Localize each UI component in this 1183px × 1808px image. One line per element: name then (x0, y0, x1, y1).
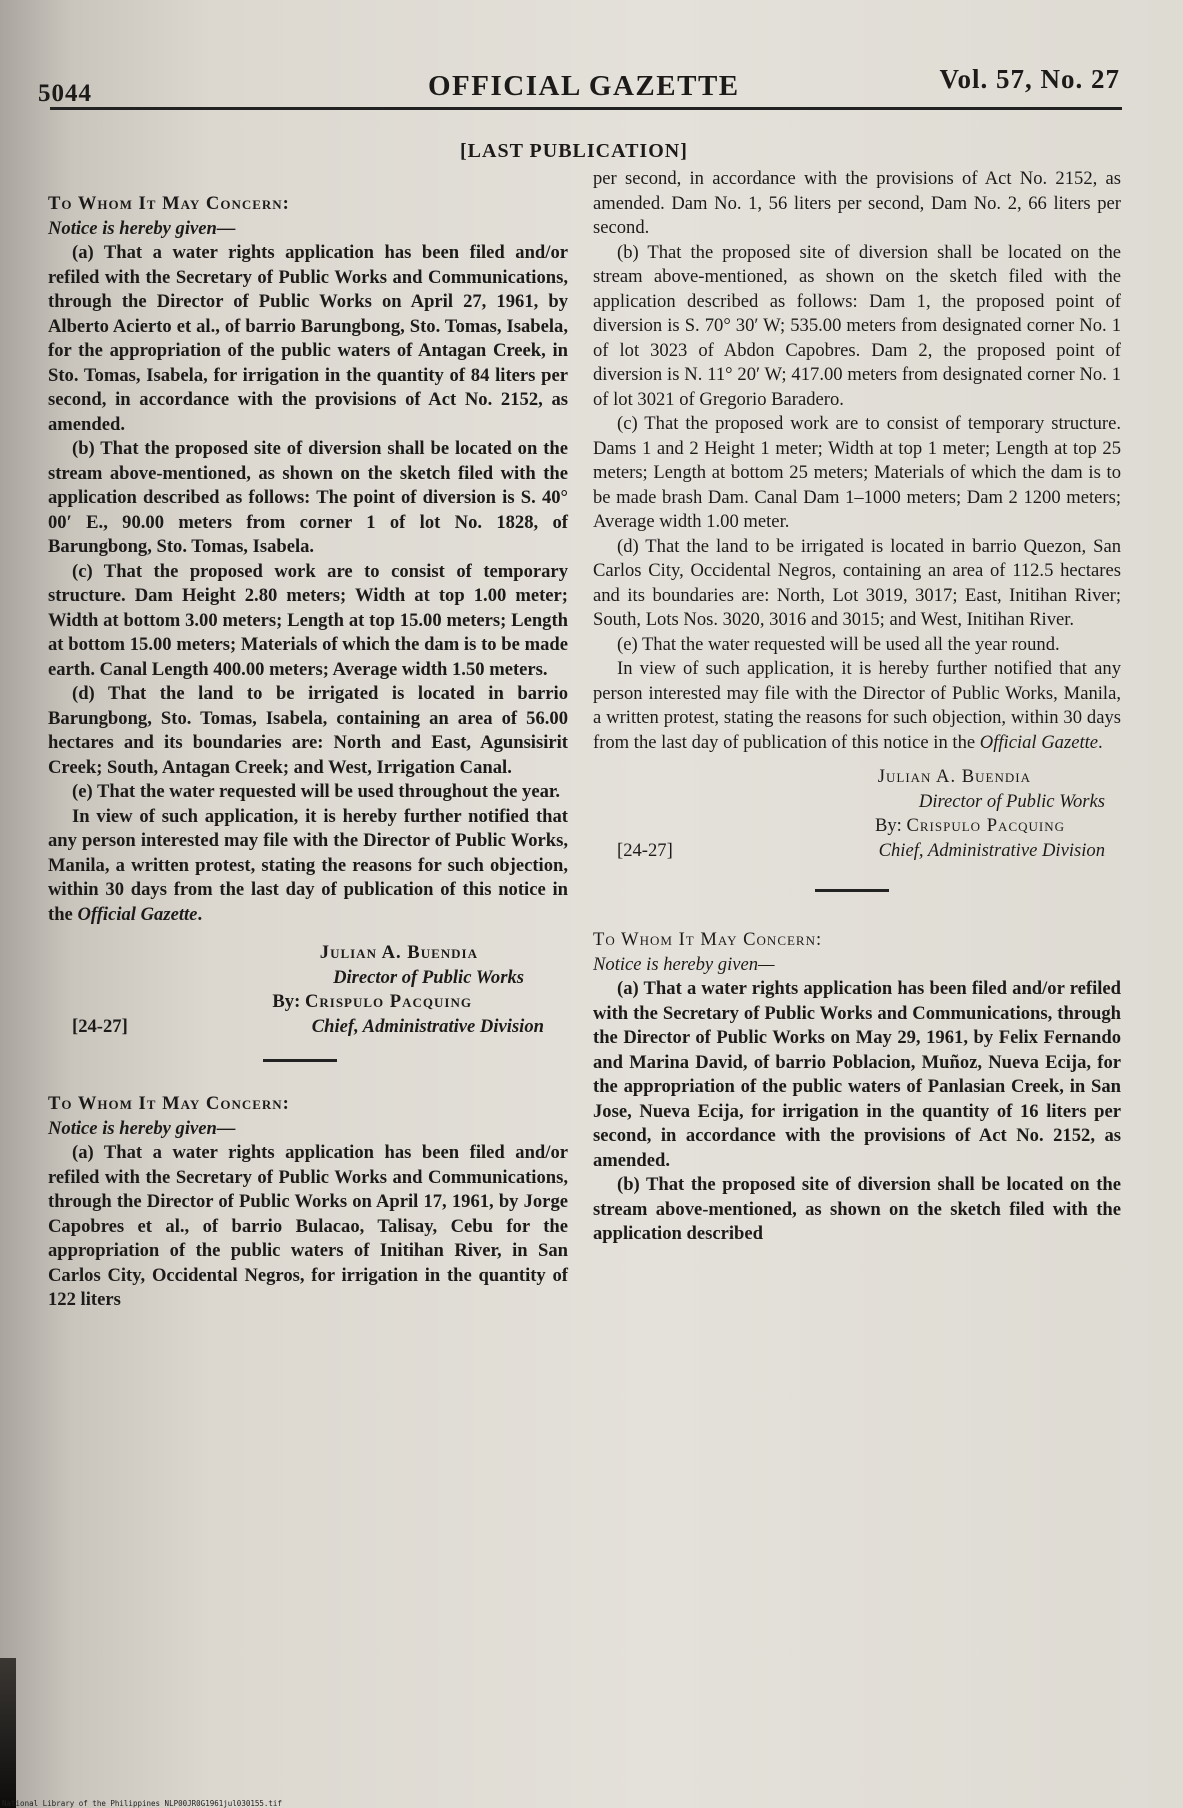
paragraph-c: (c) That the proposed work are to consist of temporary structure. Dam Height 2.80 meters; Width at top 1.00 meter; Width at bottom 3.00 meters; Length at top 15.00 meters; Length at bottom 15.00 meters; Materials of which the dam is to be made earth. Canal Length 400.00 meters; Average width 1.50 meters. (48, 560, 568, 680)
protest-text-2: In view of such application, it is hereby further notified that any person interested may file with the Director of Public Works, Manila, a written protest, stating the reasons for such objection, within 30 days from the last day of publication of this notice in the (593, 658, 1121, 753)
issue-numbers: [24-27] (72, 1015, 128, 1037)
paragraph-a: (a) That a water rights application has been filed and/or refiled with the Secretary of Public Works and Communications, through the Director of Public Works on April 27, 1961, by Alberto Acierto et al., of barrio Barungbong, Sto. Tomas, Isabela, for the appropriation of the public waters of Antagan Creek, in Sto. Tomas, Isabela, for irrigation in the quantity of 84 liters per second, in accordance with the provisions of Act No. 2152, as amended. (48, 242, 568, 435)
paragraph-b: (b) That the proposed site of diversion shall be located on the stream above-mentioned, as shown on the sketch filed with the application described as follows: The point of diversion is S. 40° 00′ E., 90.00 meters from corner 1 of lot No. 1828, of Barungbong, Sto. Tomas, Isabela. (48, 438, 568, 557)
signatory-name: Julian A. Buendia (319, 942, 478, 963)
notice-heading: To Whom It May Concern: (48, 193, 290, 214)
by-name: Crispulo Pacquing (304, 991, 472, 1012)
period-2: . (1098, 731, 1103, 753)
paragraph-c-2: (c) That the proposed work are to consist of temporary structure. Dams 1 and 2 Height 1 meter; Width at top 1 meter; Length at top 25 meters; Length at bottom 25 meters; Materials of which the dam is to be made brash Dam. Canal Dam 1–1000 meters; Dam 2 1200 meters; Average width 1.00 meter. (593, 413, 1121, 532)
notice-intro-3: Notice is hereby given— (593, 953, 775, 975)
notice-heading-2: To Whom It May Concern: (48, 1093, 290, 1114)
binding-edge (0, 1658, 16, 1808)
signatory-name-2: Julian A. Buendia (877, 766, 1031, 787)
by-label-2: By: (874, 815, 902, 836)
by-name-2: Crispulo Pacquing (906, 815, 1065, 836)
last-publication-banner: [LAST PUBLICATION] (460, 140, 688, 162)
issue-numbers-2: [24-27] (617, 839, 673, 861)
paragraph-e: (e) That the water requested will be used throughout the year. (72, 781, 561, 802)
protest-paragraph (48, 805, 568, 928)
page-number: 5044 (38, 80, 92, 107)
left-column (48, 192, 568, 1313)
division-title: Chief, Administrative Division (311, 1015, 544, 1037)
paragraph-d: (d) That the land to be irrigated is located in barrio Barungbong, Sto. Tomas, Isabela, containing an area of 56.00 hectares and its boundaries are: North and East, Agunsisirit Creek; South, Antagan Creek; and West, Irrigation Canal. (48, 683, 568, 778)
paragraph-b-3: (b) That the proposed site of diversion shall be located on the stream above-mentioned, as shown on the sketch filed with the application described (593, 1174, 1121, 1244)
division-title-2: Chief, Administrative Division (878, 839, 1105, 861)
paragraph-e-2: (e) That the water requested will be used all the year round. (617, 633, 1060, 655)
notice-intro: Notice is hereby given— (48, 217, 236, 239)
paragraph-a-2-continued: per second, in accordance with the provisions of Act No. 2152, as amended. Dam No. 1, 56 liters per second, Dam No. 2, 66 liters per second. (593, 168, 1121, 238)
header-rule (50, 107, 1122, 110)
period: . (197, 903, 203, 925)
publication-title: OFFICIAL GAZETTE (428, 70, 740, 102)
paragraph-b-2: (b) That the proposed site of diversion shall be located on the stream above-mentioned, as shown on the sketch filed with the application described as follows: Dam 1, the proposed point of diversion is S. 70° 30′ W; 535.00 meters from designated corner No. 1 of lot 3023 of Abdon Capobres. Dam 2, the proposed point of diversion is N. 11° 20′ W; 417.00 meters from designated corner No. 1 of lot 3021 of Gregorio Baradero. (593, 241, 1121, 410)
notice-intro-2: Notice is hereby given— (48, 1117, 236, 1139)
by-line-2 (593, 814, 1121, 839)
section-divider (263, 1059, 337, 1062)
right-column (593, 167, 1121, 1247)
gazette-name: Official Gazette (77, 903, 198, 925)
issue-row (48, 1015, 568, 1040)
by-line (48, 990, 568, 1015)
issue-row-2 (593, 839, 1121, 864)
signatory-title-2: Director of Public Works (918, 790, 1105, 812)
paragraph-d-2: (d) That the land to be irrigated is located in barrio Quezon, San Carlos City, Occidental Negros, containing an area of 112.5 hectares and its boundaries are: North, Lot 3019, 3017; East, Initihan River; South, Lots Nos. 3020, 3016 and 3015; and West, Initihan River. (593, 535, 1121, 630)
scan-footer: National Library of the Philippines NLP00JR0G1961jul030155.tif (2, 1799, 282, 1808)
notice-heading-3: To Whom It May Concern: (593, 929, 823, 950)
paragraph-a-2: (a) That a water rights application has been filed and/or refiled with the Secretary of Public Works and Communications, through the Director of Public Works on April 17, 1961, by Jorge Capobres et al., of barrio Bulacao, Talisay, Cebu for the appropriation of the public waters of Initihan River, in San Carlos City, Occidental Negros, for irrigation in the quantity of 122 liters (48, 1142, 568, 1310)
protest-text: In view of such application, it is hereby further notified that any person interested may file with the Director of Public Works, Manila, a written protest, stating the reasons for such objection, within 30 days from the last day of publication of this notice in the (48, 805, 568, 925)
signatory-title: Director of Public Works (333, 966, 524, 988)
volume-number: Vol. 57, No. 27 (939, 64, 1120, 94)
by-label: By: (272, 991, 301, 1012)
paragraph-a-3: (a) That a water rights application has been filed and/or refiled with the Secretary of Public Works and Communications, through the Director of Public Works on May 29, 1961, by Felix Fernando and Marina David, of barrio Poblacion, Muñoz, Nueva Ecija, for the appropriation of the public waters of Panlasian Creek, in San Jose, Nueva Ecija, for irrigation in the quantity of 16 liters per second, in accordance with the provisions of Act No. 2152, as amended. (593, 978, 1121, 1171)
protest-paragraph-2 (593, 657, 1121, 755)
gazette-name-2: Official Gazette (979, 731, 1099, 753)
section-divider-2 (815, 889, 889, 892)
page-header (38, 60, 1120, 110)
